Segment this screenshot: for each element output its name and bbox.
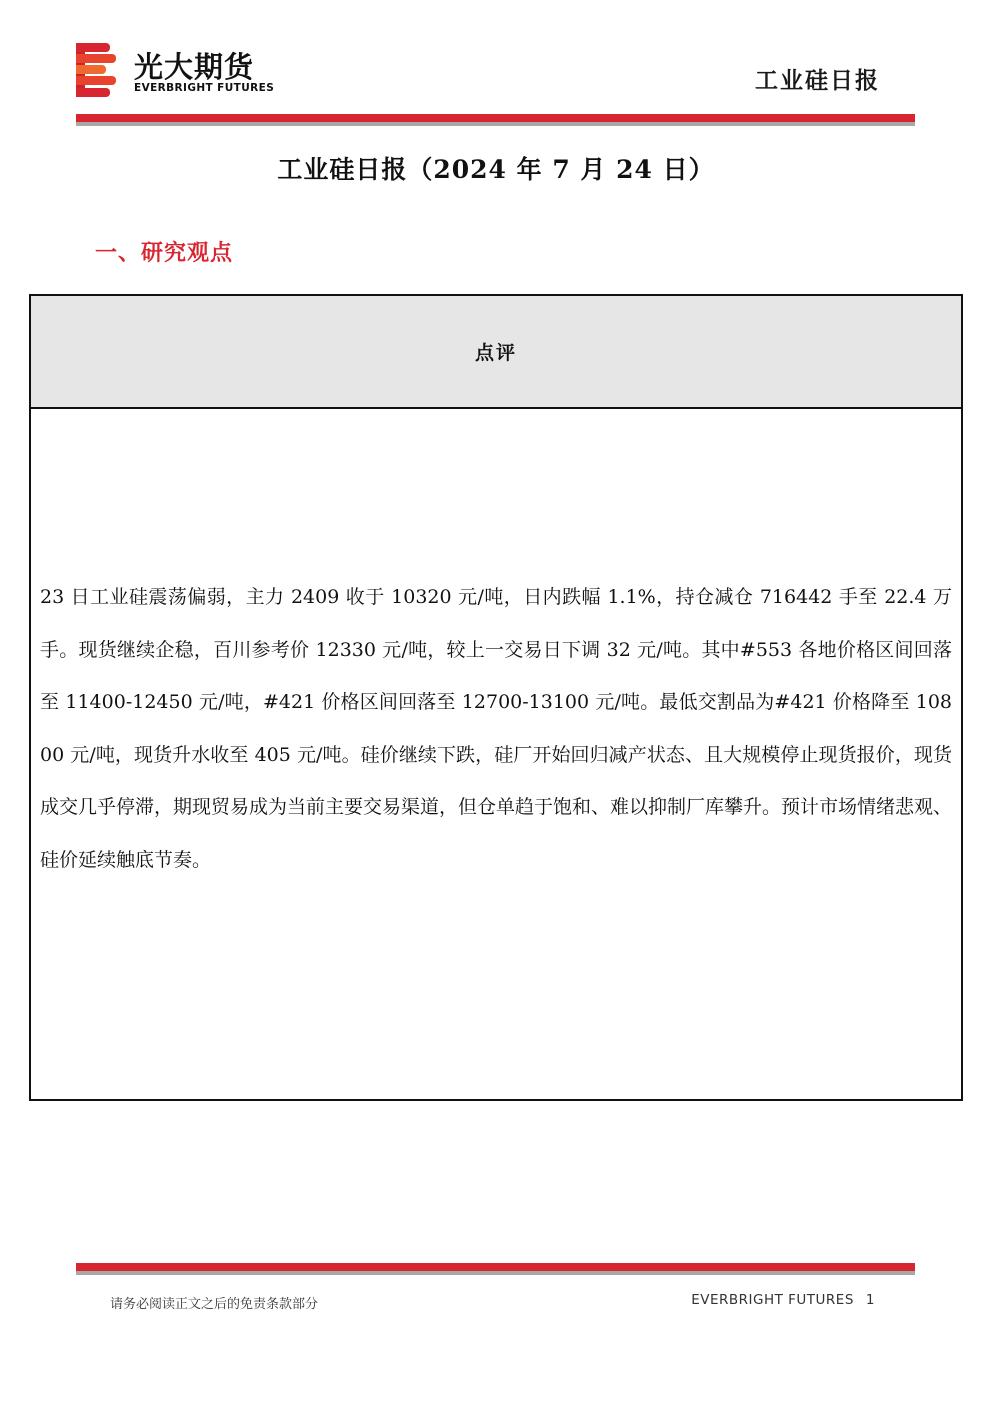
logo-english-name: EVERBRIGHT FUTURES: [134, 82, 275, 94]
comment-header-label: 点评: [474, 342, 517, 364]
footer-brand-block: [691, 1292, 875, 1308]
company-logo: [76, 43, 286, 99]
footer-brand: EVERBRIGHT FUTURES: [691, 1292, 854, 1308]
document-title: 工业硅日报（2024 年 7 月 24 日）: [277, 155, 715, 184]
footer-disclaimer: 请务必阅读正文之后的免责条款部分: [110, 1297, 319, 1312]
report-name: 工业硅日报: [755, 67, 880, 94]
footer-divider: [76, 1263, 915, 1275]
comment-table-header: [31, 296, 961, 409]
comment-body-text: 23 日工业硅震荡偏弱，主力 2409 收于 10320 元/吨，日内跌幅 1.1%，持仓减仓 716442 手至 22.4 万手。现货继续企稳，百川参考价 12330 元/吨，较上一交易日下调 32 元/吨。其中#553 各地价格区间回落至 11400-12450 元/吨，#421 价格区间回落至 12700-13100 元/吨。最低交割品为#421 价格降至 10800 元/吨，现货升水收至 405 元/吨。硅价继续下跌，硅厂开始回归减产状态、且大规模停止现货报价，现货成交几乎停滞，期现贸易成为当前主要交易渠道，但仓单趋于饱和、难以抑制厂库攀升。预计市场情绪悲观、硅价延续触底节奏。: [40, 586, 953, 871]
comment-table: [29, 294, 963, 1101]
page-number: 1: [865, 1292, 875, 1308]
section-heading: 一、研究观点: [95, 241, 234, 266]
logo-chinese-name: 光大期货: [134, 50, 255, 84]
everbright-logo-icon: [76, 43, 118, 97]
header-divider: [76, 114, 915, 126]
